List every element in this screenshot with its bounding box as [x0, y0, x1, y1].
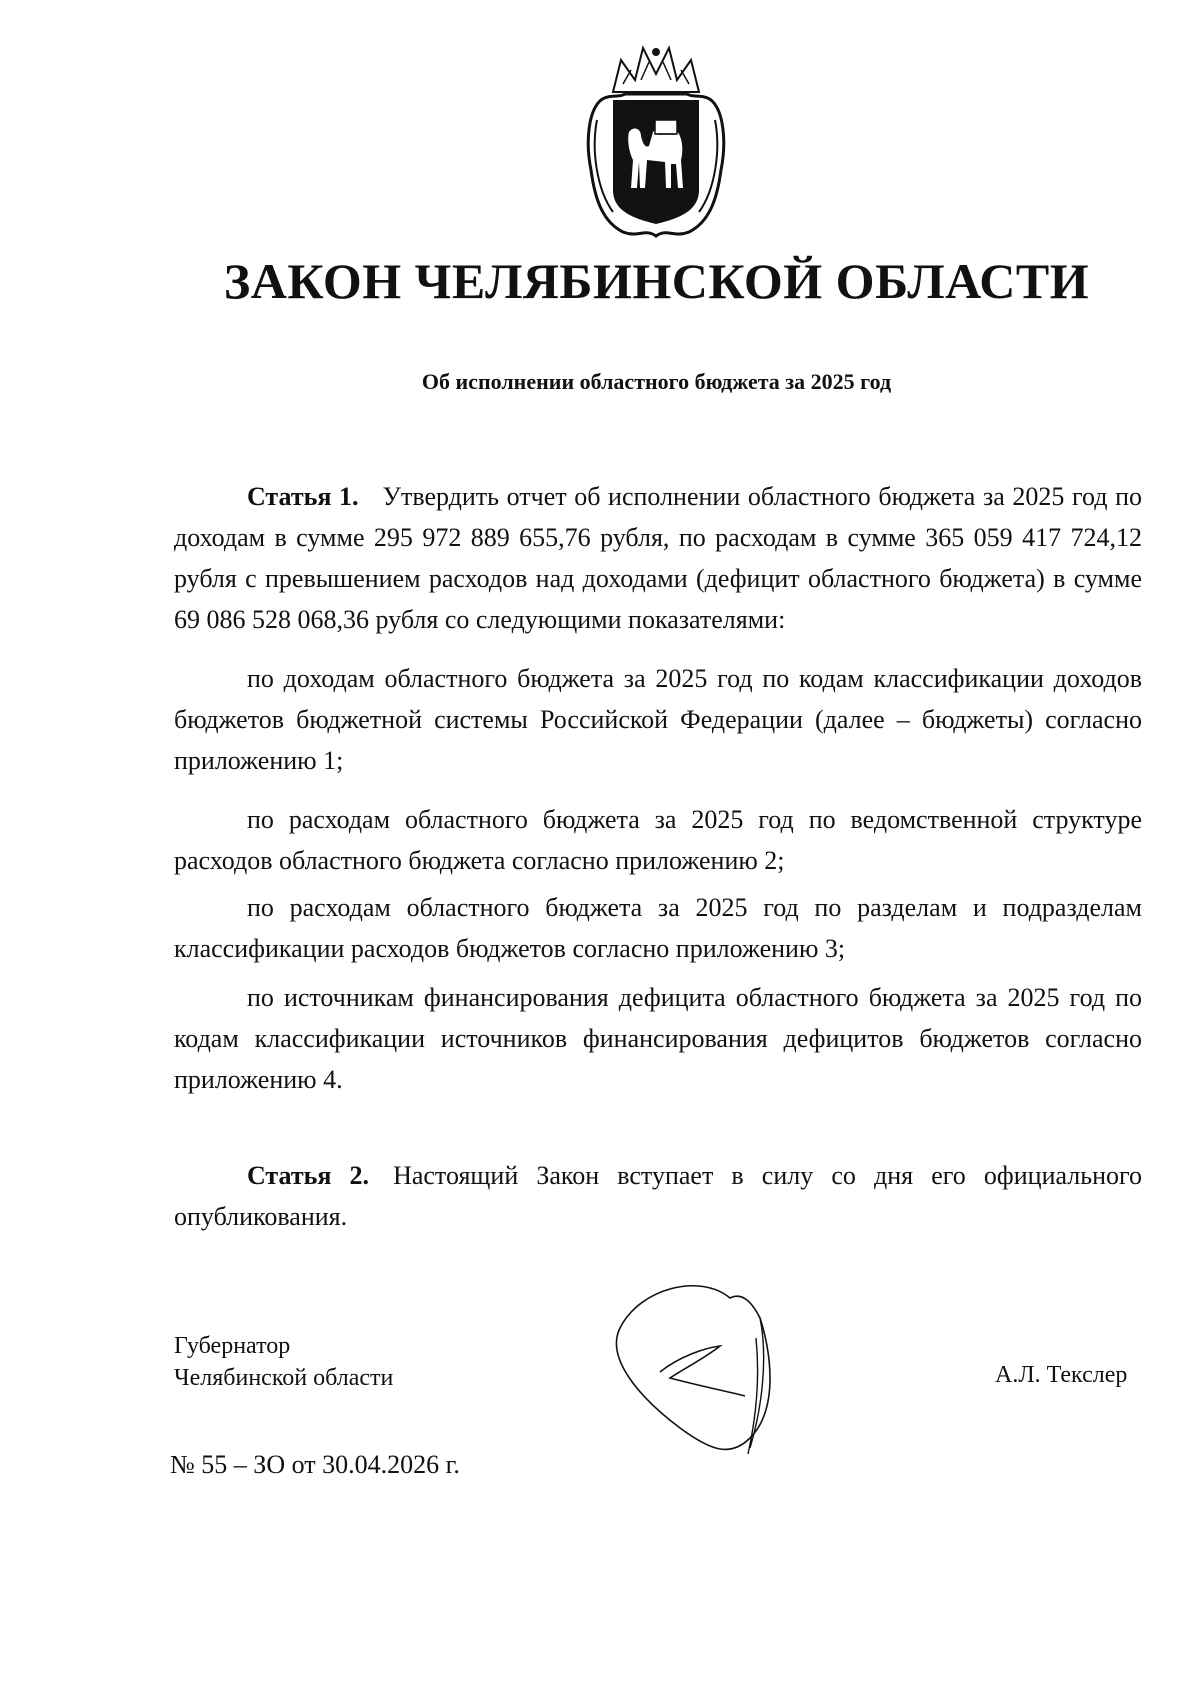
document-subtitle: Об исполнении областного бюджета за 2025 год	[421, 369, 892, 394]
article-1-text: Утвердить отчет об исполнении областного бюджета за 2025 год по доходам в сумме 295 972 889 655,76 рубля, по расходам в сумме 365 059 417 724,12 рубля с превышением расходов над доходами (дефицит областного бюджета) в сумме 69 086 528 068,36 рубля со следующими показателями:	[174, 482, 1142, 634]
article-1-item-text: по доходам областного бюджета за 2025 год по кодам классификации доходов бюджетов бюджетной системы Российской Федерации (далее – бюджеты) согласно приложению 1;	[174, 664, 1142, 775]
document-title: ЗАКОН ЧЕЛЯБИНСКОЙ ОБЛАСТИ	[223, 253, 1090, 309]
article-1-item	[174, 799, 1142, 881]
article-1-item	[174, 977, 1142, 1100]
article-1-item-text: по источникам финансирования дефицита областного бюджета за 2025 год по кодам классификации источников финансирования дефицитов бюджетов согласно приложению 4.	[174, 983, 1142, 1094]
coat-of-arms-icon	[583, 40, 729, 238]
governor-title-line-1: Губернатор	[174, 1333, 291, 1359]
article-1-item	[174, 887, 1142, 969]
law-number: № 55 – ЗО от 30.04.2026 г.	[170, 1450, 460, 1479]
governor-title-line-2: Челябинской области	[174, 1365, 394, 1391]
article-1-item-text: по расходам областного бюджета за 2025 год по ведомственной структуре расходов областного бюджета согласно приложению 2;	[174, 805, 1142, 875]
article-2-text: Настоящий Закон вступает в силу со дня его официального опубликования.	[174, 1161, 1143, 1231]
governor-title	[174, 1330, 393, 1394]
signature-icon	[610, 1278, 820, 1463]
article-1-paragraph	[174, 476, 1142, 640]
article-1-label: Статья 1.	[247, 482, 359, 511]
article-1-item	[174, 658, 1142, 781]
article-1-item-text: по расходам областного бюджета за 2025 год по разделам и подразделам классификации расходов бюджетов согласно приложению 3;	[174, 893, 1142, 963]
article-2-label: Статья 2.	[247, 1161, 370, 1190]
article-2-paragraph	[174, 1155, 1142, 1237]
governor-name: А.Л. Текслер	[995, 1362, 1128, 1388]
